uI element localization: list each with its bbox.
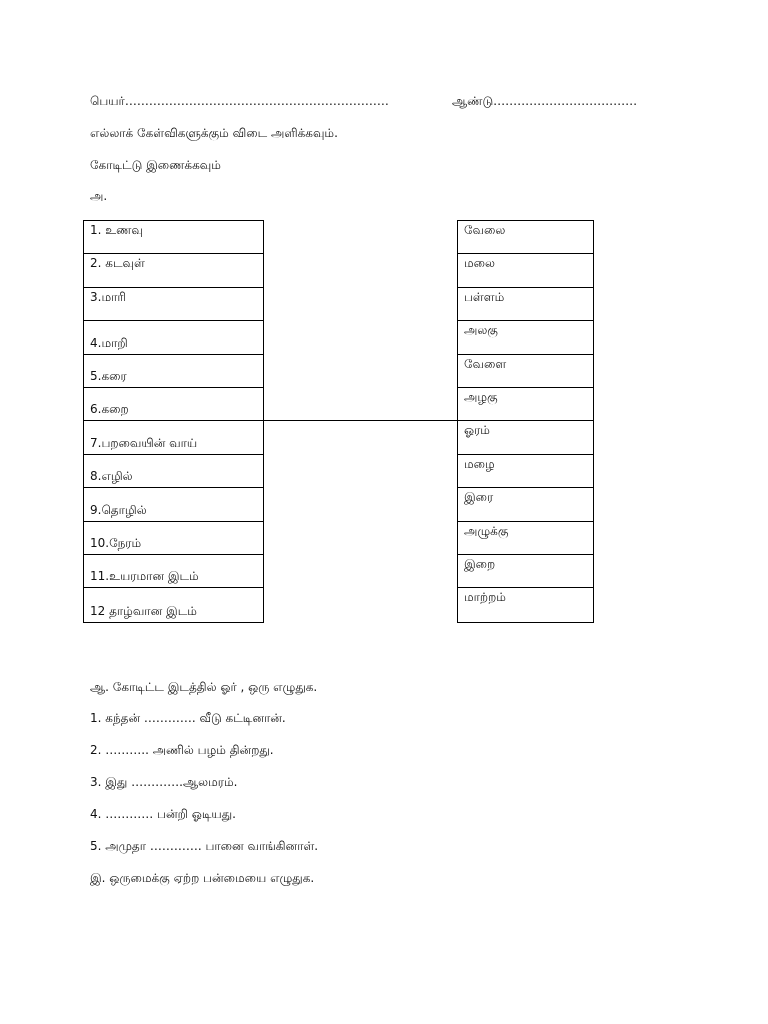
left-match-table: [83, 220, 264, 623]
left-cell: [84, 522, 263, 555]
section-c-title: இ. ஒருமைக்கு ஏற்ற பன்மையை எழுதுக.: [90, 871, 315, 885]
right-cell-text: மலை: [464, 256, 495, 271]
right-cell-text: பள்ளம்: [464, 289, 505, 304]
right-cell-text: வேலை: [464, 223, 506, 237]
section-b-item: 5. அமுதா …………. பானை வாங்கினாள்.: [90, 839, 319, 853]
right-cell: [458, 588, 593, 621]
right-cell-text: இறை: [464, 556, 496, 571]
instruction-answer-all: எல்லாக் கேள்விகளுக்கும் விடை அளிக்கவும்.: [90, 126, 338, 140]
section-b-item: 4. ………… பன்றி ஓடியது.: [90, 807, 236, 821]
left-cell: [84, 288, 263, 321]
left-cell: [84, 455, 263, 488]
left-cell-text: 10.நேரம்: [90, 535, 142, 550]
section-a-label: அ.: [90, 189, 108, 203]
left-cell-text: 1. உணவு: [90, 223, 143, 237]
right-cell: [458, 288, 593, 321]
right-cell-text: இரை: [464, 490, 494, 505]
right-match-table: [457, 220, 594, 623]
left-cell-text: 6.கறை: [90, 402, 129, 417]
right-cell-text: அழகு: [464, 389, 498, 404]
left-cell-text: 3.மாரி: [90, 289, 127, 304]
right-cell: [458, 455, 593, 488]
right-cell: [458, 321, 593, 354]
right-cell: [458, 522, 593, 555]
left-cell: [84, 388, 263, 421]
left-cell-text: 12 தாழ்வான இடம்: [90, 603, 197, 618]
right-cell: [458, 355, 593, 388]
left-cell: [84, 321, 263, 354]
right-cell-text: ஓரம்: [464, 423, 490, 438]
left-cell: [84, 488, 263, 521]
left-cell: [84, 355, 263, 388]
right-cell: [458, 421, 593, 454]
left-cell: [84, 555, 263, 588]
right-cell: [458, 488, 593, 521]
left-cell-text: 2. கடவுள்: [90, 256, 145, 271]
year-line: ஆண்டு………………………………: [452, 94, 638, 108]
right-cell-text: அழுக்கு: [464, 523, 509, 538]
section-b-item: 3. இது ………….ஆலமரம்.: [90, 775, 238, 789]
left-cell-text: 9.தொழில்: [90, 502, 147, 517]
right-cell-text: அலகு: [464, 323, 498, 338]
right-cell-text: மாற்றம்: [464, 590, 506, 605]
right-cell: [458, 221, 593, 254]
right-cell: [458, 254, 593, 287]
left-cell: [84, 421, 263, 454]
right-cell-text: வேளை: [464, 356, 507, 371]
name-line: பெயர்…………………………………………………………: [90, 94, 389, 108]
left-cell: [84, 221, 263, 254]
left-cell-text: 4.மாறி: [90, 335, 128, 350]
right-cell: [458, 388, 593, 421]
section-b-item: 1. கந்தன் …………. வீடு கட்டினான்.: [90, 711, 286, 725]
left-cell-text: 8.எழில்: [90, 469, 133, 484]
left-cell: [84, 588, 263, 621]
section-b-title: ஆ. கோடிட்ட இடத்தில் ஓர் , ஒரு எழுதுக.: [90, 680, 318, 694]
left-cell: [84, 254, 263, 287]
left-cell-text: 5.கரை: [90, 368, 127, 383]
left-cell-text: 11.உயரமான இடம்: [90, 569, 199, 584]
left-cell-text: 7.பறவையின் வாய்: [90, 435, 198, 450]
match-connector-line: [264, 420, 457, 421]
instruction-match: கோடிட்டு இணைக்கவும்: [90, 158, 221, 172]
section-b-item: 2. ……….. அணில் பழம் தின்றது.: [90, 743, 274, 757]
right-cell-text: மழை: [464, 456, 495, 471]
right-cell: [458, 555, 593, 588]
